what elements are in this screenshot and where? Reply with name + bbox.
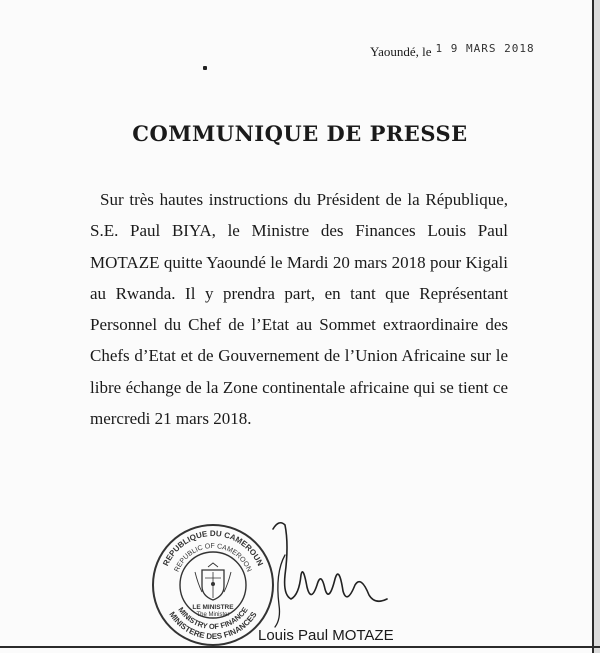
page-title: COMMUNIQUE DE PRESSE bbox=[132, 121, 468, 146]
place-label: Yaoundé, le bbox=[370, 44, 432, 59]
seal-text-mid: REPUBLIC OF CAMEROON bbox=[173, 542, 253, 574]
page-border-bottom bbox=[0, 646, 600, 648]
seal-text-top: REPUBLIQUE DU CAMEROUN bbox=[161, 529, 265, 568]
date-stamp: 1 9 MARS 2018 bbox=[435, 42, 535, 55]
handwritten-signature bbox=[265, 515, 395, 635]
coat-of-arms-icon bbox=[195, 563, 231, 600]
seal-text-bottom-fr: MINISTERE DES FINANCES bbox=[167, 610, 259, 642]
scan-edge bbox=[594, 0, 600, 653]
signatory-name: Louis Paul MOTAZE bbox=[258, 627, 394, 644]
seal-text-bottom-en: MINISTRY OF FINANCE bbox=[176, 605, 250, 632]
date-line bbox=[370, 44, 535, 60]
seal-title-fr: LE MINISTRE bbox=[192, 604, 234, 611]
seal-title-en: The Minister bbox=[196, 612, 230, 618]
page-border-right bbox=[592, 0, 594, 653]
ink-dot bbox=[203, 66, 207, 70]
press-release-body: Sur très hautes instructions du Président de la République, S.E. Paul BIYA, le Ministre des Finances Louis Paul MOTAZE quitte Yaoundé le Mardi 20 mars 2018 pour Kigali au Rwanda. Il y prendra part, en tant que Représentant Personnel du Chef de l’Etat au Sommet extraordinaire des Chefs d’Etat et de Gouvernement de l’Union Africaine sur le libre échange de la Zone continentale africaine qui se tient ce mercredi 21 mars 2018. bbox=[90, 190, 508, 429]
